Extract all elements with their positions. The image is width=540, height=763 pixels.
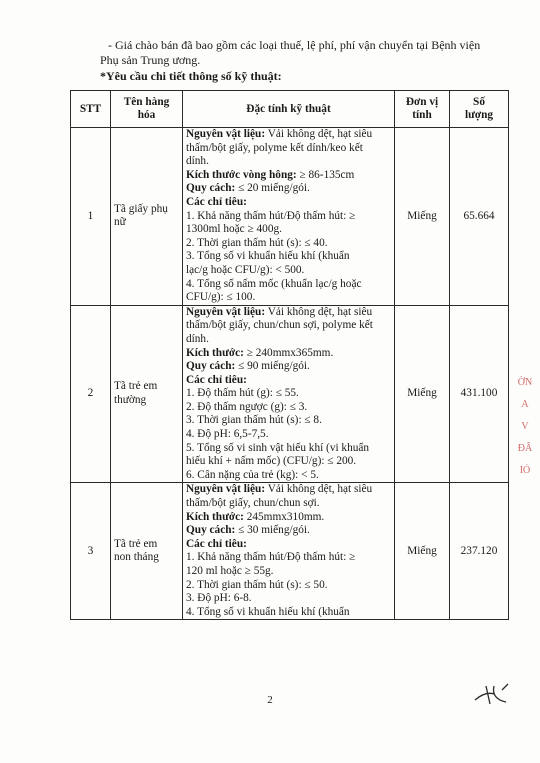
intro-line-1: - Giá chào bán đã bao gồm các loại thuế, lệ phí, phí vận chuyển tại Bệnh viện [108,38,481,52]
page-number: 2 [267,694,273,706]
spec-label: Quy cách: [186,182,236,195]
header-qty: Số lượng [450,91,509,128]
spec-table [70,90,509,620]
table-row [71,483,509,620]
header-name: Tên hàng hóa [111,91,183,128]
spec-text: 4. Tổng số vi khuẩn hiếu khí (khuẩn [186,605,350,618]
spec-line [186,538,391,552]
product-name-line: non tháng [114,551,159,564]
margin-mark: ĐÂ [517,443,533,454]
spec-text: thấm/bột giấy, chun/chun sợi. [186,497,320,510]
spec-line [186,606,391,620]
spec-line [186,237,391,251]
spec-line [186,401,391,415]
spec-line [186,469,391,483]
spec-text: 3. Thời gian thấm hút (s): ≤ 8. [186,414,322,427]
signature-mark [472,680,512,708]
spec-text: 2. Thời gian thấm hút (s): ≤ 40. [186,236,328,249]
spec-line [186,128,391,142]
spec-text: 2. Độ thấm ngược (g): ≤ 3. [186,400,308,413]
spec-label: Các chỉ tiêu: [186,537,247,550]
spec-line [186,210,391,224]
spec-line [186,223,391,237]
spec-line [186,387,391,401]
spec-text: 1. Khả năng thấm hút/Độ thấm hút: ≥ [186,209,356,222]
product-name-line: nữ [114,216,126,229]
spec-line [186,414,391,428]
spec-text: 2. Thời gian thấm hút (s): ≤ 50. [186,578,328,591]
spec-label: Kích thước vòng hông: [186,168,297,181]
spec-line [186,169,391,183]
spec-label: Kích thước: [186,510,244,523]
spec-line [186,142,391,156]
row-unit: Miếng [395,128,450,306]
spec-label: Kích thước: [186,346,244,359]
spec-text: 6. Cân nặng của trẻ (kg): < 5. [186,468,319,481]
spec-line [186,360,391,374]
spec-text: 1. Độ thấm hút (g): ≤ 55. [186,387,299,400]
spec-line [186,196,391,210]
spec-label: Quy cách: [186,524,236,537]
spec-text: hiếu khí + nấm mốc) (CFU/g): ≤ 200. [186,455,357,468]
row-spec [183,483,395,620]
spec-text: 4. Tổng số nấm mốc (khuẩn lạc/g hoặc [186,277,362,290]
spec-line [186,511,391,525]
spec-text: ≥ 86-135cm [296,168,355,181]
row-quantity: 237.120 [450,483,509,620]
spec-text: 1. Khả năng thấm hút/Độ thấm hút: ≥ [186,551,356,564]
spec-label: Các chỉ tiêu: [186,373,247,386]
spec-text: 3. Độ pH: 6-8. [186,592,252,605]
spec-line [186,497,391,511]
intro-line-2: Phụ sản Trung ương. [100,53,201,67]
row-unit: Miếng [395,483,450,620]
spec-line [186,333,391,347]
spec-label: Các chỉ tiêu: [186,195,247,208]
spec-line [186,264,391,278]
spec-line [186,455,391,469]
row-product-name [111,128,183,306]
spec-text: 3. Tổng số vi khuẩn hiếu khí (khuẩn [186,250,350,263]
product-name-line: thường [114,394,147,407]
row-stt: 3 [71,483,111,620]
spec-text: 120 ml hoặc ≥ 55g. [186,565,274,577]
requirement-heading: *Yêu cầu chi tiết thông số kỹ thuật: [100,69,282,83]
spec-line [186,182,391,196]
spec-text: dính. [186,332,209,345]
margin-mark: ỜN [517,377,533,388]
spec-text: Vải không dệt, hạt siêu [265,305,373,318]
spec-label: Quy cách: [186,360,236,373]
spec-text: Vải không dệt, hạt siêu [265,128,373,140]
spec-line [186,278,391,292]
row-stt: 2 [71,305,111,483]
margin-stamp-marks [514,372,536,482]
spec-text: ≤ 20 miếng/gói. [235,182,310,195]
row-unit: Miếng [395,305,450,483]
header-row [71,91,509,128]
row-spec [183,128,395,306]
spec-line [186,551,391,565]
row-product-name [111,483,183,620]
margin-mark: A [521,399,529,410]
spec-line [186,483,391,497]
spec-text: ≤ 90 miếng/gói. [235,360,310,373]
spec-line [186,442,391,456]
spec-line [186,374,391,388]
spec-line [186,319,391,333]
spec-text: ≤ 30 miếng/gói. [235,524,310,537]
spec-text: Vải không dệt, hạt siêu [265,483,373,496]
spec-label: Nguyên vật liệu: [186,483,266,496]
spec-text: 1300ml hoặc ≥ 400g. [186,223,282,236]
header-spec: Đặc tính kỹ thuật [183,91,395,128]
spec-line [186,428,391,442]
spec-line [186,524,391,538]
spec-text: 5. Tổng số vi sinh vật hiếu khí (vi khuẩn [186,441,370,454]
row-stt: 1 [71,128,111,306]
spec-text: 4. Độ pH: 6,5-7,5. [186,428,269,441]
product-name-line: Tã trẻ em [114,537,158,550]
spec-text: ≥ 240mmx365mm. [243,346,334,359]
spec-text: CFU/g): ≤ 100. [186,291,256,304]
intro-block [100,38,505,84]
spec-line [186,291,391,305]
table-row [71,305,509,483]
spec-line [186,347,391,361]
spec-text: thấm/bột giấy, polyme kết dính/keo kết [186,141,363,154]
spec-label: Nguyên vật liệu: [186,305,266,318]
spec-text: thấm/bột giấy, chun/chun sợi, polyme kết [186,319,373,332]
spec-text: 245mmx310mm. [243,510,325,523]
spec-text: dính. [186,155,209,168]
spec-line [186,579,391,593]
header-stt: STT [71,91,111,128]
row-spec [183,305,395,483]
spec-line [186,592,391,606]
spec-text: lạc/g hoặc CFU/g): < 500. [186,263,305,276]
row-quantity: 431.100 [450,305,509,483]
spec-line [186,250,391,264]
product-name-line: Tã giấy phụ [114,202,168,215]
spec-line [186,565,391,579]
table-row [71,128,509,306]
margin-mark: IÓ [519,465,531,476]
product-name-line: Tã trẻ em [114,380,158,393]
margin-mark: V [521,421,529,432]
header-unit: Đơn vị tính [395,91,450,128]
row-quantity: 65.664 [450,128,509,306]
spec-line [186,155,391,169]
spec-line [186,306,391,320]
spec-label: Nguyên vật liệu: [186,128,266,140]
row-product-name [111,305,183,483]
